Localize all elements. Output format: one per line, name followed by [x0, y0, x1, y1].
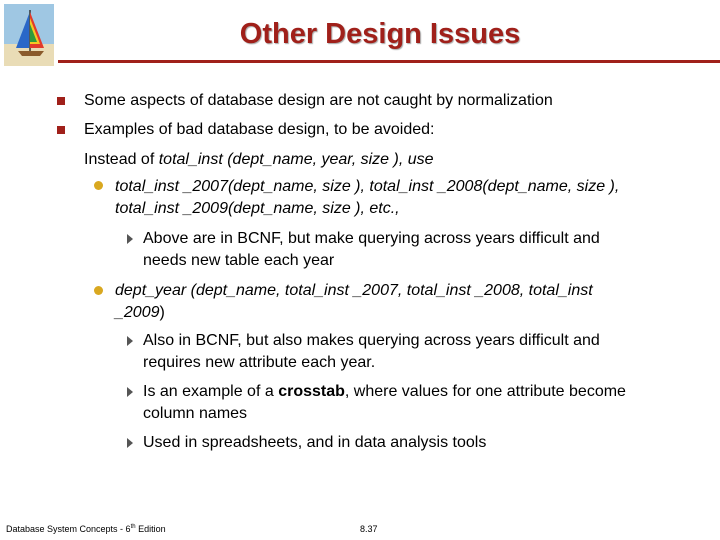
sub-bullet-text: [115, 280, 593, 302]
note3-bold: crosstab: [278, 383, 345, 400]
sub2-line2: _2009: [115, 304, 160, 321]
bullet-text: Some aspects of database design are not caught by normalization: [84, 92, 553, 109]
square-bullet-icon: [57, 126, 65, 134]
note-text: Used in spreadsheets, and in data analysis tools: [143, 434, 487, 451]
sub-bullet-text: [115, 198, 400, 220]
note3-post: , where values for one attribute become: [344, 383, 626, 400]
footer-book-end: Edition: [135, 524, 166, 534]
sub1-line2: total_inst _2009(dept_name, size ), etc.,: [115, 200, 400, 217]
arrow-bullet-icon: [127, 234, 133, 244]
sub-bullet-text: [115, 302, 165, 324]
sub2-relation: dept_year: [115, 282, 187, 299]
footer-book: [6, 524, 166, 534]
arrow-bullet-icon: [127, 438, 133, 448]
title-underline: [58, 60, 720, 63]
sub2-line1-rest: (dept_name, total_inst _2007, total_inst _2008, total_inst: [186, 282, 593, 299]
footer-book-sup: th: [130, 524, 136, 530]
footer-page-number: 8.37: [360, 524, 378, 534]
square-bullet-icon: [57, 97, 65, 105]
note-text: column names: [143, 405, 248, 422]
instead-pre: Instead of: [84, 151, 159, 168]
sub2-line2-end: ): [159, 304, 165, 321]
slide-title: Other Design Issues: [239, 18, 521, 50]
dot-bullet-icon: [94, 181, 103, 190]
instead-line: [84, 149, 434, 171]
bullet-text: Examples of bad database design, to be avoided:: [84, 121, 435, 138]
sub1-line1: total_inst _2007(dept_name, size ), total_inst _2008(dept_name, size ),: [115, 178, 620, 195]
dot-bullet-icon: [94, 286, 103, 295]
note-text: Also in BCNF, but also makes querying across years difficult and: [143, 332, 600, 349]
note-text: Above are in BCNF, but make querying across years difficult and: [143, 230, 600, 247]
footer-book-text: Database System Concepts - 6: [6, 524, 131, 534]
note-text: requires new attribute each year.: [143, 354, 376, 371]
arrow-bullet-icon: [127, 336, 133, 346]
note-text: [143, 381, 626, 403]
sub-bullet-text: [115, 176, 619, 198]
note3-pre: Is an example of a: [143, 383, 279, 400]
arrow-bullet-icon: [127, 387, 133, 397]
note-text: needs new table each year: [143, 252, 335, 269]
instead-args: (dept_name, year, size ), use: [222, 151, 434, 168]
instead-relation: total_inst: [158, 151, 223, 168]
